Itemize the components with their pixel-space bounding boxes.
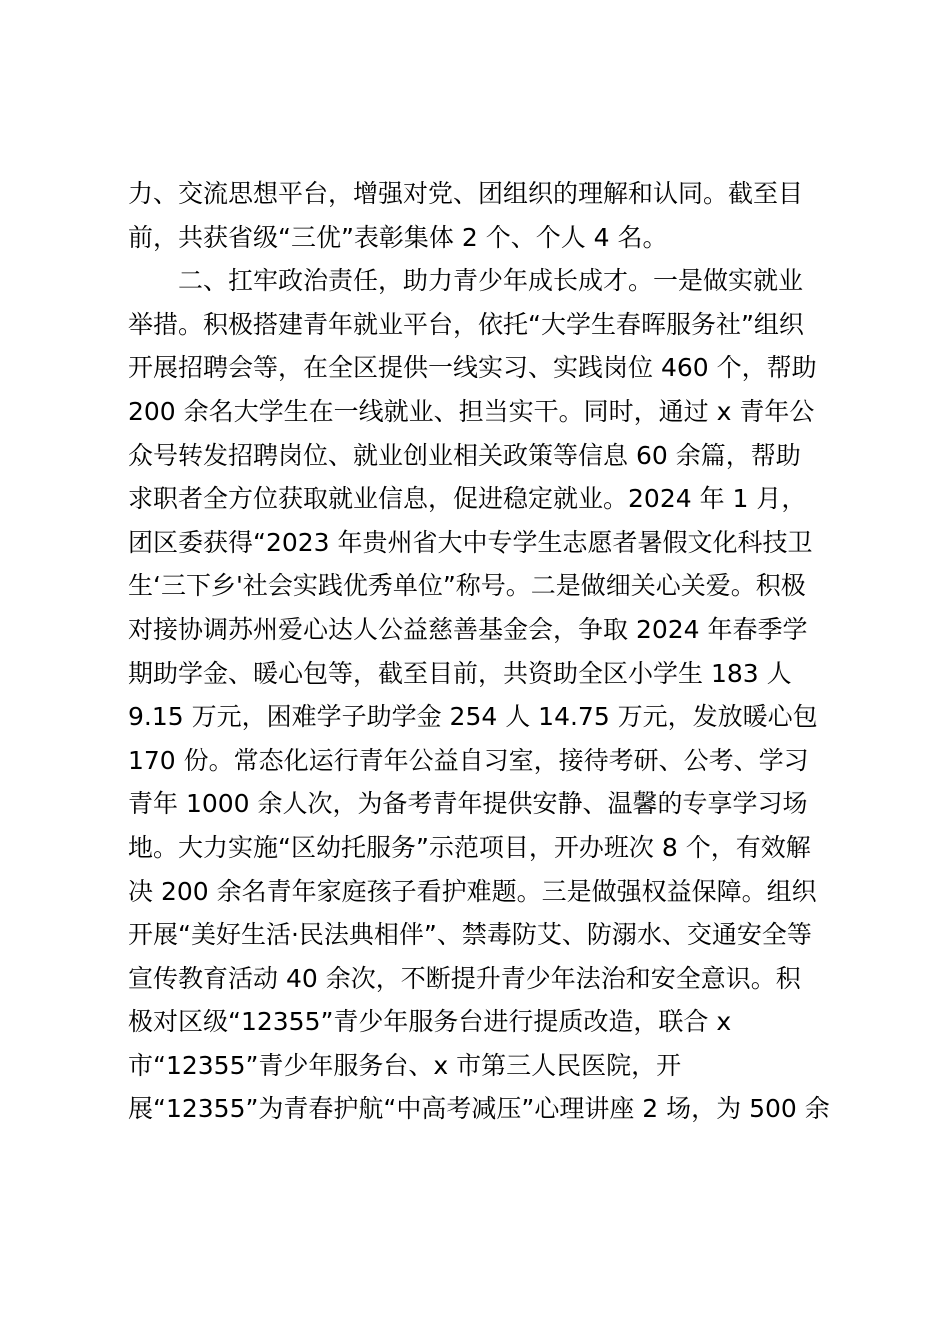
text-line: 对接协调苏州爱心达人公益慈善基金会，争取 2024 年春季学 xyxy=(128,614,808,644)
text-line: 宣传教育活动 40 余次，不断提升青少年法治和安全意识。积 xyxy=(128,963,801,993)
text-line: 生‘三下乡'社会实践优秀单位”称号。二是做细关心关爱。积极 xyxy=(128,571,806,601)
text-line: 求职者全方位获取就业信息，促进稳定就业。2024 年 1 月， xyxy=(128,484,807,514)
text-line: 开展“美好生活·民法典相伴”、禁毒防艾、防溺水、交通安全等 xyxy=(128,920,812,950)
text-line: 举措。积极搭建青年就业平台，依托“大学生春晖服务社”组织 xyxy=(128,309,804,339)
text-line: 决 200 余名青年家庭孩子看护难题。三是做强权益保障。组织 xyxy=(128,876,817,906)
text-line: 二、扛牢政治责任，助力青少年成长成才。一是做实就业 xyxy=(128,266,804,296)
text-line: 9.15 万元，困难学子助学金 254 人 14.75 万元，发放暖心包 xyxy=(128,702,818,732)
text-line: 170 份。常态化运行青年公益自习室，接待考研、公考、学习 xyxy=(128,745,809,775)
text-line: 展“12355”为青春护航“中高考减压”心理讲座 2 场，为 500 余 xyxy=(128,1094,830,1124)
text-line: 青年 1000 余人次，为备考青年提供安静、温馨的专享学习场 xyxy=(128,789,808,819)
text-line: 地。大力实施“区幼托服务”示范项目，开办班次 8 个，有效解 xyxy=(128,832,811,862)
text-line: 市“12355”青少年服务台、x 市第三人民医院，开 xyxy=(128,1050,682,1080)
text-line: 开展招聘会等，在全区提供一线实习、实践岗位 460 个，帮助 xyxy=(128,353,817,383)
text-line: 200 余名大学生在一线就业、担当实干。同时，通过 x 青年公 xyxy=(128,396,815,426)
text-line: 力、交流思想平台，增强对党、团组织的理解和认同。截至目 xyxy=(128,179,804,208)
text-line: 众号转发招聘岗位、就业创业相关政策等信息 60 余篇，帮助 xyxy=(128,440,801,470)
text-line: 期助学金、暖心包等，截至目前，共资助全区小学生 183 人 xyxy=(128,658,792,688)
text-line: 极对区级“12355”青少年服务台进行提质改造，联合 x xyxy=(128,1007,732,1037)
text-line: 团区委获得“2023 年贵州省大中专学生志愿者暑假文化科技卫 xyxy=(128,527,813,557)
text-line: 前，共获省级“三优”表彰集体 2 个、个人 4 名。 xyxy=(128,222,668,252)
body-text xyxy=(128,172,828,1131)
